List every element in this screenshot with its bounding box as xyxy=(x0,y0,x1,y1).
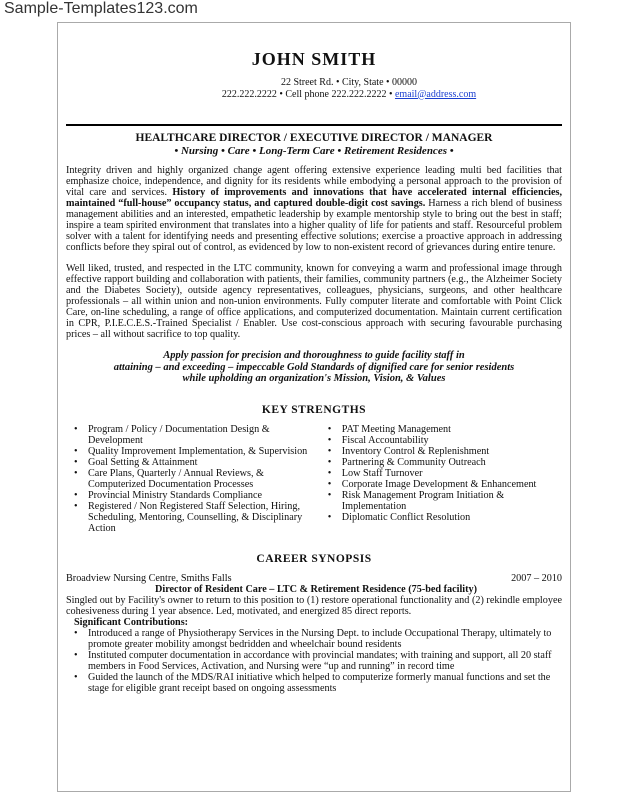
employer-name: Broadview Nursing Centre, Smiths Falls xyxy=(66,572,232,584)
key-strengths-list xyxy=(66,424,562,534)
list-item: • Guided the launch of the MDS/RAI initiative which helped to computerize formerly manual functions and set the stage for eligible grant receipt based on ongoing assessments xyxy=(74,672,562,694)
email-link[interactable]: email@address.com xyxy=(394,88,477,100)
headline-subtitle: • Nursing • Care • Long-Term Care • Retirement Residences • xyxy=(174,145,454,157)
list-item: • PAT Meeting Management xyxy=(328,424,562,435)
summary-paragraph-2: Well liked, trusted, and respected in the LTC community, known for conveying a warm and professional image through effective rapport building and collaboration with patients, their families, community partners (e.g., the Alzheimer Society and the Diabetes Society), outside agency representatives, colleagues, physicians, surgeons, and other healthcare professionals – all within union and non-union environments. Fully computer literate and comfortable with Point Click Care, on-line scheduling, a range of office applications, and computerized documentation. Maintain current certification in CPR, P.I.E.C.E.S.-Trained Specialist / Enabler. Use cost-conscious approach with securing favourable purchasing prices – all without sacrifice to top quality. xyxy=(66,263,562,340)
list-item: • Registered / Non Registered Staff Selection, Hiring, Scheduling, Mentoring, Counselling, & Disciplinary Action xyxy=(74,501,308,534)
contributions-heading: Significant Contributions: xyxy=(74,616,189,628)
list-item: • Fiscal Accountability xyxy=(328,435,562,446)
candidate-name: JOHN SMITH xyxy=(251,49,377,69)
summary-paragraph-1: Integrity driven and highly organized change agent offering extensive experience leading multi bed facilities that emphasize choice, independence, and dignity for its residents while embodying a personal approach to the provision of vital care and services. History of improvements and innovations that have accelerated internal efficiencies, maintained “full-house” occupancy status, and captured double-digit cost savings. Harness a rich blend of business management abilities and an interested, empathetic leadership by example mentorship style to bring out the best in staff; inspire a team spirited environment that translates into a higher quality of life for patients and staff. Resourceful problem solver with a talent for identifying needs and presenting effective solutions; exercise a proactive approach in addressing conflicts before they spiral out of control, as evidenced by low to non-existent record of grievances during entire tenure. xyxy=(66,165,562,253)
career-synopsis-heading: CAREER SYNOPSIS xyxy=(256,552,372,565)
mission-quote: Apply passion for precision and thoroughness to guide facility staff in attaining – and exceeding – impeccable Gold Standards of dignified care for senior residents while upholding an organization's Mission, Vision, & Values xyxy=(113,350,515,384)
employment-dates: 2007 – 2010 xyxy=(511,572,562,584)
phone-numbers: 222.222.2222 • Cell phone 222.222.2222 • xyxy=(221,88,395,100)
list-item: • Partnering & Community Outreach xyxy=(328,457,562,468)
list-item: • Risk Management Program Initiation & Implementation xyxy=(328,490,562,512)
resume-page xyxy=(57,22,571,792)
list-item: • Low Staff Turnover xyxy=(328,468,562,479)
strengths-left-column xyxy=(74,424,308,534)
list-item: • Diplomatic Conflict Resolution xyxy=(328,512,562,523)
key-strengths-heading: KEY STRENGTHS xyxy=(261,403,367,416)
phone-line xyxy=(136,89,562,101)
job-title: Director of Resident Care – LTC & Retirement Residence (75-bed facility) xyxy=(155,583,477,595)
summary-highlight: History of improvements and innovations that have accelerated internal efficiencies, maintained “full-house” occupancy status, and captured double-digit cost savings. xyxy=(66,187,562,209)
list-item: • Goal Setting & Attainment xyxy=(74,457,308,468)
contact-block xyxy=(136,77,562,100)
list-item: • Instituted computer documentation in accordance with provincial mandates; with training and support, all 20 staff members in Food Services, Activation, and Nursing were “up and running” in record time xyxy=(74,650,562,672)
strengths-right-column xyxy=(328,424,562,534)
list-item: • Introduced a range of Physiotherapy Services in the Nursing Dept. to include Occupational Therapy, ultimately to promote greater mobility amongst bedridden and wheelchair bound residents xyxy=(74,628,562,650)
list-item: • Quality Improvement Implementation, & Supervision xyxy=(74,446,308,457)
job-summary: Singled out by Facility's owner to return to this position to (1) restore operational functionality and (2) rekindle employee cohesiveness during 1 year absence. Led, motivated, and energized 85 direct reports. xyxy=(66,594,562,617)
list-item: • Care Plans, Quarterly / Annual Reviews, & Computerized Documentation Processes xyxy=(74,468,308,490)
list-item: • Provincial Ministry Standards Compliance xyxy=(74,490,308,501)
site-watermark: Sample-Templates123.com xyxy=(4,0,198,17)
list-item: • Program / Policy / Documentation Design & Development xyxy=(74,424,308,446)
contributions-list xyxy=(66,628,562,694)
list-item: • Corporate Image Development & Enhancement xyxy=(328,479,562,490)
list-item: • Inventory Control & Replenishment xyxy=(328,446,562,457)
headline-title: HEALTHCARE DIRECTOR / EXECUTIVE DIRECTOR / MANAGER xyxy=(135,132,493,144)
employer-line xyxy=(66,573,562,584)
header-divider xyxy=(66,124,562,126)
address-line: 22 Street Rd. • City, State • 00000 xyxy=(280,77,418,88)
